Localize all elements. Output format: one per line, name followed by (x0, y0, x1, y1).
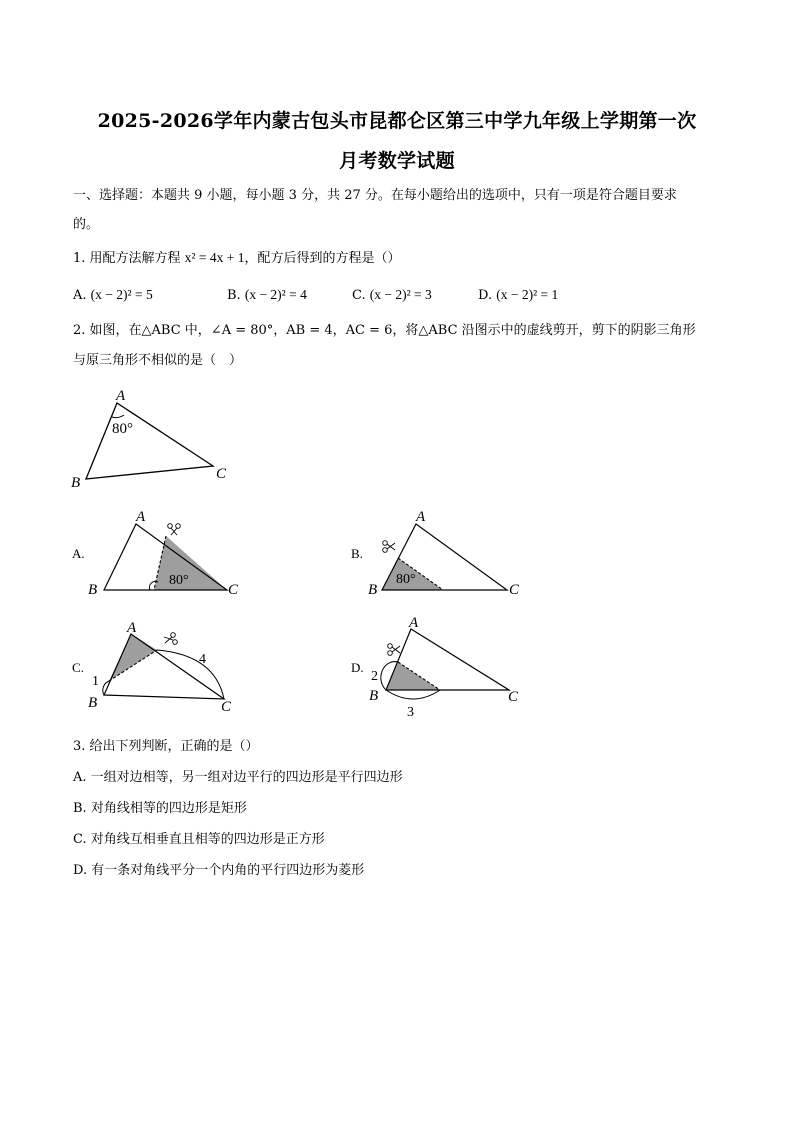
option-text: (x − 2)² = 3 (369, 287, 432, 302)
question-3-stem: 3. 给出下列判断，正确的是（） (73, 739, 259, 754)
q2-option-c-label: C. (72, 660, 84, 675)
option-text: (x − 2)² = 4 (244, 287, 307, 302)
option-label: A. (73, 288, 87, 303)
scissors-icon (168, 524, 181, 535)
q3-option-d[interactable]: D. 有一条对角线平分一个内角的平行四边形为菱形 (73, 863, 365, 878)
vertex-a-label: A (116, 388, 126, 404)
vertex-b-label: B (369, 688, 379, 704)
length-label-3: 3 (407, 705, 414, 720)
page-title-line1: 2025-2026学年内蒙古包头市昆都仑区第三中学九年级上学期第一次 (97, 110, 697, 132)
length-label-2: 2 (371, 669, 378, 684)
option-text: (x − 2)² = 5 (90, 287, 153, 302)
option-label: B. (227, 288, 241, 303)
vertex-c-label: C (228, 582, 239, 598)
q1-stem-prefix: 1. 用配方法解方程 (73, 251, 185, 266)
vertex-c-label: C (508, 689, 519, 705)
q2-option-d-label: D. (351, 660, 364, 675)
vertex-a-label: A (409, 615, 419, 631)
option-label: D. (478, 288, 493, 303)
angle-label: 80° (396, 572, 416, 587)
q2-option-b-figure[interactable] (368, 509, 520, 598)
scissors-icon (164, 633, 177, 645)
q2-main-triangle (71, 388, 227, 491)
q2-option-c-figure[interactable] (88, 620, 232, 715)
vertex-b-label: B (88, 695, 98, 711)
vertex-b-label: B (368, 582, 378, 598)
option-text: (x − 2)² = 1 (496, 287, 559, 302)
length-label-4: 4 (199, 652, 206, 667)
vertex-a-label: A (136, 509, 146, 525)
vertex-c-label: C (509, 582, 520, 598)
vertex-b-label: B (71, 475, 81, 491)
vertex-c-label: C (221, 699, 232, 715)
scissors-icon (388, 644, 400, 656)
vertex-c-label: C (216, 466, 227, 482)
angle-label: 80° (169, 573, 189, 588)
angle-label: 80° (112, 421, 133, 437)
q3-option-b[interactable]: B. 对角线相等的四边形是矩形 (73, 801, 247, 816)
option-label: C. (352, 288, 366, 303)
vertex-b-label: B (88, 582, 98, 598)
q2-option-d-figure[interactable] (369, 615, 519, 720)
q1-stem-suffix: ，配方后得到的方程是（） (244, 251, 401, 266)
q3-option-a[interactable]: A. 一组对边相等，另一组对边平行的四边形是平行四边形 (73, 770, 403, 785)
vertex-a-label: A (127, 620, 137, 636)
length-label-1: 1 (92, 674, 99, 689)
vertex-a-label: A (416, 509, 426, 525)
q2-option-a-label: A. (72, 546, 85, 561)
section-heading-cont: 的。 (73, 217, 100, 232)
question-2-stem-cont: 与原三角形不相似的是（ ） (73, 353, 243, 368)
q2-option-b-label: B. (351, 546, 363, 561)
scissors-icon (383, 541, 395, 553)
q2-option-a-figure[interactable] (88, 509, 239, 598)
question-2-stem: 2. 如图，在△ABC 中，∠A = 80°，AB = 4，AC = 6，将△ABC 沿图示中的虚线剪开，剪下的阴影三角形 (73, 323, 696, 338)
section-heading: 一、选择题：本题共 9 小题，每小题 3 分，共 27 分。在每小题给出的选项中，只有一项是符合题目要求 (73, 188, 677, 203)
page-title-line2: 月考数学试题 (339, 150, 455, 172)
q1-equation: x² = 4x + 1 (184, 250, 245, 265)
q3-option-c[interactable]: C. 对角线互相垂直且相等的四边形是正方形 (73, 832, 325, 847)
